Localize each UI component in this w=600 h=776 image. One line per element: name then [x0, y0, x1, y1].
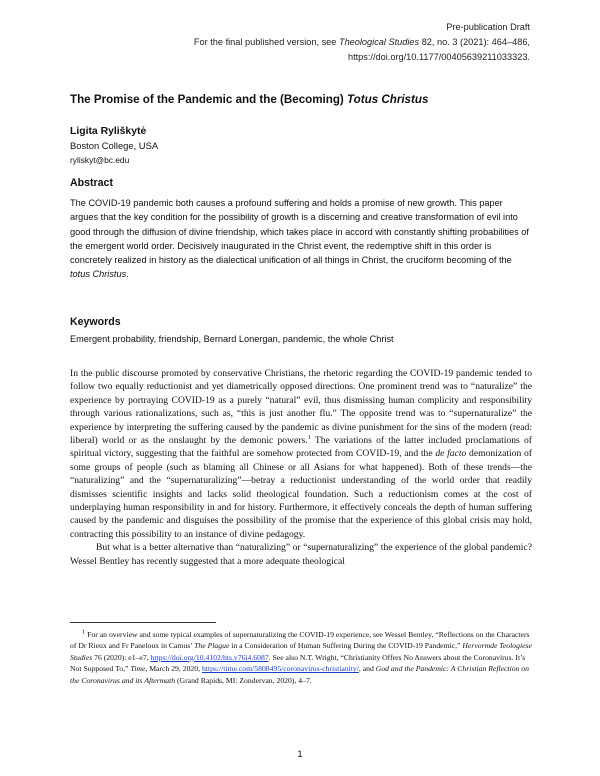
- footnote: $^1$ For an overview and some typical examples of supernaturalizing the COVID-19 experience, see Wessel Bentley, “Reflections on the Characters of Dr Rieux and Fr Paneloux in Camus’ The Plague in a Consideration of Human Suffering During the COVID-19 Pandemic,” Hervormde Teologiese Studies 76 (2020): e1–e7, https://doi.org/10.4102/hts.v76i4.6087. See also N.T. Wright, “Christianity Offers No Answers about the Coronavirus. It’s Not Supposed To,” Time, March 29, 2020, https://time.com/5808495/coronavirus-christianity/, and God and the Pandemic: A Christian Reflection on the Coronavirus and its Aftermath (Grand Rapids, MI: Zondervan, 2020), 4–7.: [70, 628, 532, 685]
- author-block: [70, 125, 158, 167]
- footnote-divider: [70, 622, 216, 623]
- keywords-text: Emergent probability, friendship, Bernard Lonergan, pandemic, the whole Christ: [70, 334, 394, 344]
- body-text: [70, 367, 532, 568]
- abstract-text: The COVID-19 pandemic both causes a profound suffering and holds a promise of new growth. This paper argues that the key condition for the possibility of growth is a discerning and creative transformation of evil into good through the diffusion of divine friendship, which takes place in accord with constantly shifting probabilities of the emergent world order. Decisively inaugurated in the Christ event, the redemptive shift in this order is concretely realized in history as the dialectical unification of all things in Christ, the cruciform becoming of the totus Christus.: [70, 198, 529, 280]
- page-number: 1: [297, 748, 303, 759]
- draft-label: Pre-publication Draft: [446, 22, 530, 32]
- footnote-ref[interactable]: 1: [307, 433, 311, 441]
- keywords-heading: Keywords: [70, 316, 121, 328]
- journal-name: Theological Studies: [338, 37, 420, 47]
- citation-line: For the final published version, see Theological Studies 82, no. 3 (2021): 464–486,: [193, 37, 530, 47]
- publication-header: [194, 20, 530, 65]
- footnote-marker: 1: [82, 628, 86, 636]
- paragraph-2: But what is a better alternative than “naturalizing” or “supernaturalizing” the experience of the global pandemic? Wessel Bentley has recently suggested that a more adequate theological: [70, 542, 532, 567]
- author-email: ryliskyt@bc.edu: [70, 155, 130, 165]
- doi-link[interactable]: https://doi.org/10.4102/hts.v76i4.6087: [150, 652, 269, 662]
- time-article-link[interactable]: https://time.com/5808495/coronavirus-christianity/: [201, 664, 359, 674]
- paragraph-1: In the public discourse promoted by conservative Christians, the rhetoric regarding the COVID-19 pandemic tended to follow two equally reductionist and yet diametrically opposed directions. One prominent trend was to “naturalize” the experience by portraying COVID-19 as a purely “natural” evil, thus dismissing human complicity and responsibility through various rationalizations, such as, “this is just another flu.” The opposite trend was to “supernaturalize” the experience by interpreting the suffering caused by the pandemic as divine punishment for the sins of the modern (read: liberal) world or as the onslaught by the demonic powers.$^1$ The variations of the latter included proclamations of spiritual victory, suggesting that the faithful are somehow protected from COVID-19, and the de facto demonization of some groups of people (such as blaming all Chinese or all Asians for what happened). Both of these trends—the “naturalizing” and the “supernaturalizing”—betray a reductionist understanding of the world order that readily dismisses scientific insights and lacks solid theological foundation. Such a reductionism comes at the cost of underplaying human responsibility in and for history. Furthermore, it effectively conceals the depth of human suffering caused by the pandemic and disguises the possibility of the promise that the experience of this global crisis may hold, contracting this possibility to an instance of divine pedagogy.: [70, 368, 532, 540]
- author-affiliation: Boston College, USA: [70, 140, 159, 151]
- doi-line: https://doi.org/10.1177/00405639211033323.: [347, 52, 530, 62]
- author-name: Ligita Ryliškytė: [70, 126, 147, 137]
- paper-title: The Promise of the Pandemic and the (Becoming) Totus Christus: [70, 93, 429, 106]
- abstract-heading: Abstract: [70, 177, 113, 189]
